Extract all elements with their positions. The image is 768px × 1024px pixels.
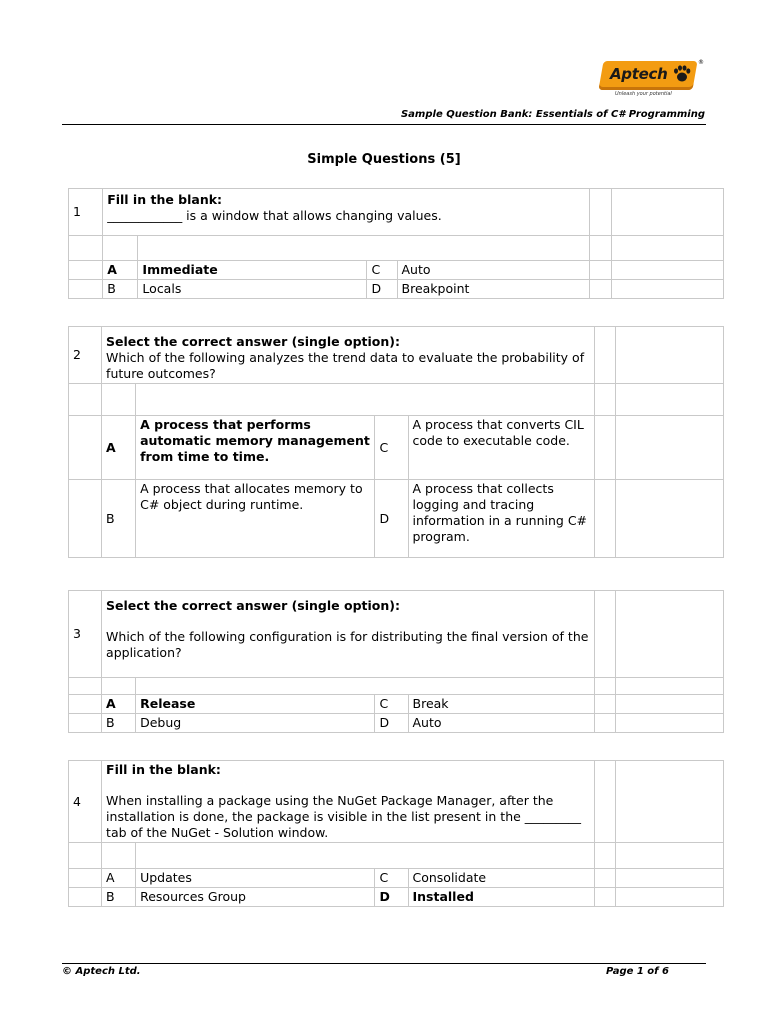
header-divider — [62, 124, 706, 125]
option-text: Locals — [138, 280, 367, 299]
option-text: Break — [408, 695, 594, 714]
aptech-logo — [601, 59, 704, 99]
question-text: Which of the following configuration is for distributing the final version of the application? — [106, 629, 589, 660]
paw-icon — [673, 64, 691, 84]
question-stem — [103, 189, 590, 236]
option-text: Auto — [408, 714, 594, 733]
option-text: Debug — [136, 714, 375, 733]
option-text: Release — [136, 695, 375, 714]
option-text: A process that allocates memory to C# object during runtime. — [136, 480, 375, 558]
footer-copyright: © Aptech Ltd. — [62, 966, 141, 977]
blank-cell — [590, 189, 612, 236]
question-type: Fill in the blank: — [107, 192, 223, 207]
footer-page-number: Page 1 of 6 — [606, 966, 669, 977]
question-type: Select the correct answer (single option): — [106, 334, 400, 349]
option-text: A process that converts CIL code to executable code. — [408, 416, 594, 480]
option-letter: D — [375, 714, 408, 733]
option-text: Resources Group — [136, 888, 375, 907]
question-number: 2 — [69, 327, 102, 384]
option-letter: A — [102, 416, 136, 480]
option-letter: A — [103, 261, 138, 280]
option-text: Installed — [408, 888, 594, 907]
document-header-title: Sample Question Bank: Essentials of C# Programming — [400, 109, 705, 120]
option-letter: C — [375, 695, 408, 714]
question-number: 1 — [69, 189, 103, 236]
option-letter: C — [375, 869, 408, 888]
question-number: 3 — [69, 591, 102, 678]
logo-brand: Aptech — [610, 65, 668, 83]
option-letter: B — [102, 888, 136, 907]
option-letter: C — [367, 261, 397, 280]
option-letter: C — [375, 416, 408, 480]
question-text: When installing a package using the NuGet Package Manager, after the installation is done, the package is visible in the list present in the _________ tab of the NuGet - Solution window. — [106, 793, 582, 840]
option-text: Consolidate — [408, 869, 594, 888]
registered-mark: ® — [698, 59, 704, 66]
option-text: Updates — [136, 869, 375, 888]
option-letter: A — [102, 695, 136, 714]
option-text: Auto — [397, 261, 590, 280]
question-number: 4 — [69, 761, 102, 843]
option-text: A process that collects logging and tracing information in a running C# program. — [408, 480, 594, 558]
question-type: Select the correct answer (single option): — [106, 598, 400, 613]
section-title: Simple Questions (5] — [307, 152, 461, 167]
option-letter: B — [102, 480, 136, 558]
question-table-2 — [68, 326, 724, 558]
option-text: Breakpoint — [397, 280, 590, 299]
option-letter: B — [102, 714, 136, 733]
option-letter: A — [102, 869, 136, 888]
option-letter: D — [375, 888, 408, 907]
logo-tagline: Unleash your potential — [615, 91, 672, 97]
question-type: Fill in the blank: — [106, 762, 221, 777]
option-letter: D — [367, 280, 397, 299]
question-stem — [102, 761, 595, 843]
question-table-3 — [68, 590, 724, 733]
footer-divider — [62, 963, 706, 964]
question-text: ____________ is a window that allows changing values. — [107, 208, 442, 223]
option-text: Immediate — [138, 261, 367, 280]
option-letter: B — [103, 280, 138, 299]
question-table-4 — [68, 760, 724, 907]
blank-cell — [612, 189, 724, 236]
question-stem — [102, 327, 595, 384]
option-letter: D — [375, 480, 408, 558]
question-text: Which of the following analyzes the trend data to evaluate the probability of future outcomes? — [106, 350, 585, 381]
question-table-1 — [68, 188, 724, 299]
option-text: A process that performs automatic memory management from time to time. — [136, 416, 375, 480]
question-stem — [102, 591, 595, 678]
